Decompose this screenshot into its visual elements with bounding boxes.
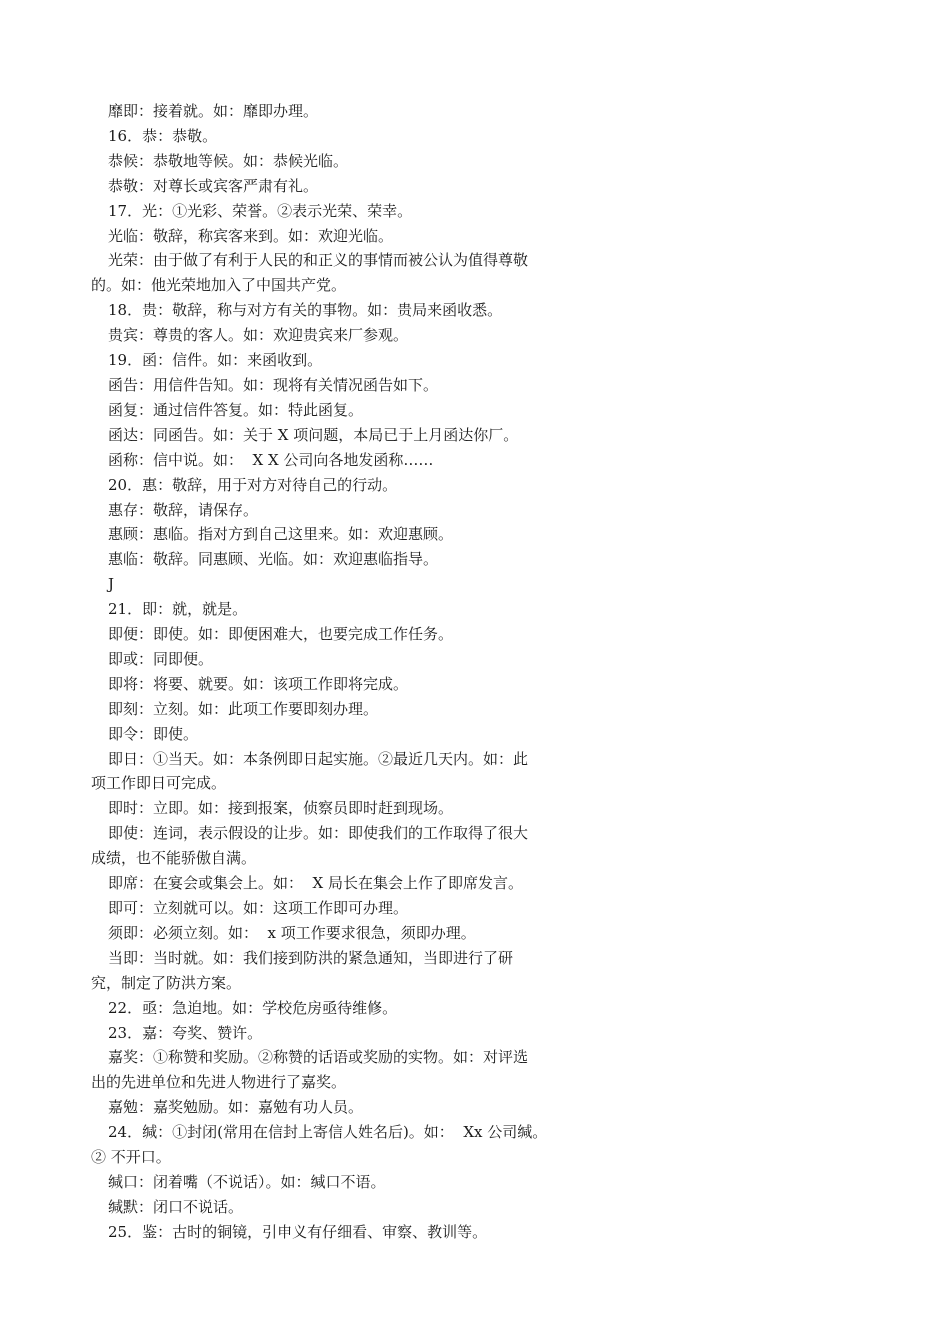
text-line: 16．恭：恭敬。 [108, 126, 218, 145]
text-line: 当即：当时就。如：我们接到防洪的紧急通知，当即进行了研 [108, 948, 514, 967]
text-line: 20．惠：敬辞，用于对方对待自己的行动。 [108, 475, 398, 494]
text-line: 缄口：闭着嘴（不说话）。如：缄口不语。 [108, 1172, 386, 1191]
text-line: 即或：同即便。 [108, 649, 214, 668]
text-line: J [108, 575, 115, 594]
text-line: 嘉勉：嘉奖勉励。如：嘉勉有功人员。 [108, 1098, 364, 1117]
text-line: 缄默：闭口不说话。 [108, 1197, 244, 1216]
text-line: 究，制定了防洪方案。 [91, 973, 242, 992]
text-line: 21．即：就，就是。 [108, 600, 248, 619]
text-line: 项工作即日可完成。 [91, 774, 227, 793]
text-line: 25．鉴：古时的铜镜，引申义有仔细看、审察、教训等。 [108, 1222, 488, 1241]
text-line: 函达：同函告。如：关于 X 项问题，本局已于上月函达你厂。 [108, 425, 519, 444]
text-line: 即时：立即。如：接到报案，侦察员即时赶到现场。 [108, 799, 454, 818]
text-line: 函告：用信件告知。如：现将有关情况函告如下。 [108, 375, 439, 394]
text-line: 靡即：接着就。如：靡即办理。 [108, 102, 319, 120]
text-line: 须即：必须立刻。如： x 项工作要求很急，须即办理。 [108, 923, 476, 942]
text-line: 即席：在宴会或集会上。如： X 局长在集会上作了即席发言。 [108, 874, 523, 893]
text-line: 函复：通过信件答复。如：特此函复。 [108, 400, 364, 419]
text-line: 惠临：敬辞。同惠顾、光临。如：欢迎惠临指导。 [108, 550, 439, 569]
text-line: 18．贵：敬辞，称与对方有关的事物。如：贵局来函收悉。 [108, 301, 503, 320]
text-line: 贵宾：尊贵的客人。如：欢迎贵宾来厂参观。 [108, 326, 409, 345]
text-line: 即刻：立刻。如：此项工作要即刻办理。 [108, 699, 379, 718]
text-line: 函称：信中说。如： X X 公司向各地发函称…… [108, 450, 434, 469]
text-line: 即将：将要、就要。如：该项工作即将完成。 [108, 674, 409, 693]
text-line: 17．光：①光彩、荣誉。②表示光荣、荣幸。 [108, 201, 413, 220]
text-line: 19．函：信件。如：来函收到。 [108, 351, 323, 370]
text-line: 的。如：他光荣地加入了中国共产党。 [91, 276, 347, 295]
text-line: 惠顾：惠临。指对方到自己这里来。如：欢迎惠顾。 [108, 525, 454, 544]
text-line: 出的先进单位和先进人物进行了嘉奖。 [91, 1073, 347, 1092]
text-line: 光荣：由于做了有利于人民的和正义的事情而被公认为值得尊敬 [108, 251, 529, 270]
text-line: 22．亟：急迫地。如：学校危房亟待维修。 [108, 998, 398, 1017]
text-line: 即使：连词，表示假设的让步。如：即使我们的工作取得了很大 [108, 824, 529, 843]
text-line: 恭候：恭敬地等候。如：恭候光临。 [108, 151, 349, 170]
text-line: 光临：敬辞，称宾客来到。如：欢迎光临。 [108, 226, 394, 245]
text-line: 即便：即使。如：即便困难大，也要完成工作任务。 [108, 625, 454, 644]
document-body [91, 99, 583, 1245]
text-line: 成绩，也不能骄傲自满。 [91, 849, 257, 868]
text-line: 23．嘉：夸奖、赞许。 [108, 1023, 263, 1042]
text-line: 嘉奖：①称赞和奖励。②称赞的话语或奖励的实物。如：对评选 [108, 1048, 529, 1067]
text-line: 即令：即使。 [108, 724, 199, 743]
text-line: 恭敬：对尊长或宾客严肃有礼。 [108, 176, 319, 195]
text-line: 即可：立刻就可以。如：这项工作即可办理。 [108, 899, 409, 917]
text-line: 即日：①当天。如：本条例即日起实施。②最近几天内。如：此 [108, 749, 529, 768]
text-line: 24．缄：①封闭(常用在信封上寄信人姓名后)。如： Xx 公司缄。 [108, 1123, 548, 1142]
text-line: ② 不开口。 [91, 1148, 171, 1167]
text-line: 惠存：敬辞，请保存。 [108, 500, 259, 519]
